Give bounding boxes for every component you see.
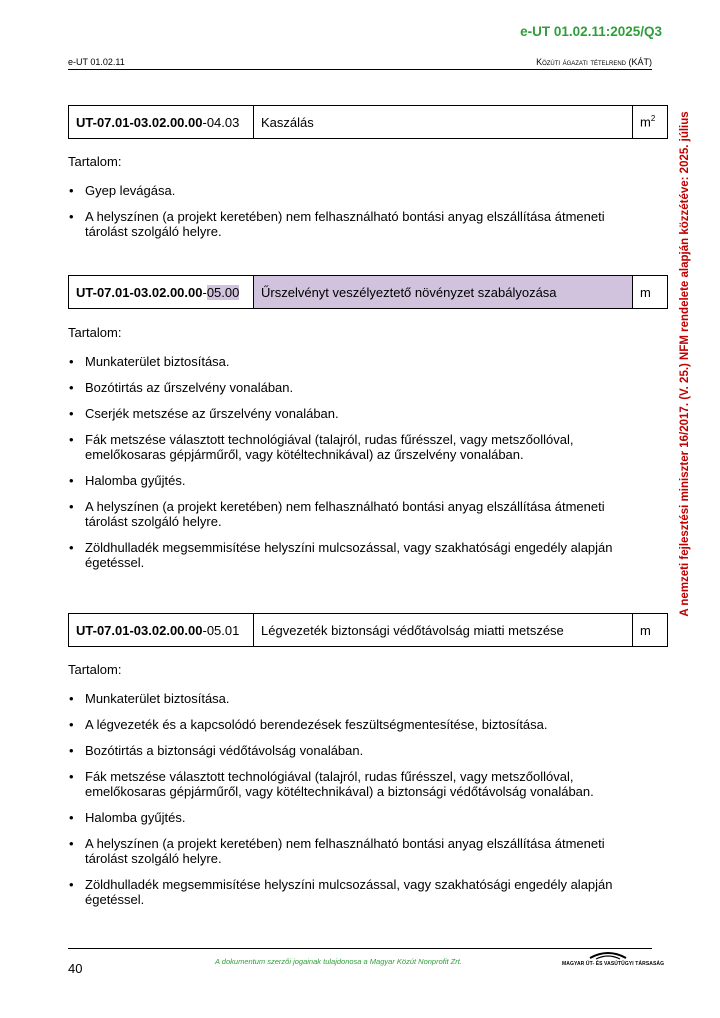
item-table-2 <box>68 275 668 309</box>
list-item: • A légvezeték és a kapcsolódó berendezések feszültségmentesítése, biztosítása. <box>69 717 548 732</box>
item-code: UT-07.01-03.02.00.00-04.03 <box>69 106 254 139</box>
running-header-left: e-UT 01.02.11 <box>68 57 125 67</box>
content-label: Tartalom: <box>68 154 122 169</box>
side-publication-note <box>676 96 694 631</box>
item-code: UT-07.01-03.02.00.00-05.01 <box>69 614 254 647</box>
list-item: • A helyszínen (a projekt keretében) nem felhasználható bontási anyag elszállítása átmeneti tárolást szolgáló helyre. <box>69 209 605 239</box>
item-title: Légvezeték biztonsági védőtávolság miatti metszése <box>254 614 633 647</box>
list-item: • Fák metszése választott technológiával (talajról, rudas fűrésszel, vagy metszőollóval, emelőkosaras gépjárműről, vagy kötéltechnikával) az űrszelvény vonalában. <box>69 432 574 462</box>
content-label: Tartalom: <box>68 325 122 340</box>
copyright-notice: A dokumentum szerzői jogainak tulajdonosa a Magyar Közút Nonprofit Zrt. <box>215 957 462 966</box>
list-item: • Gyep levágása. <box>69 183 176 198</box>
bullet-list <box>68 183 648 239</box>
list-item: • A helyszínen (a projekt keretében) nem felhasználható bontási anyag elszállítása átmeneti tárolást szolgáló helyre. <box>69 499 605 529</box>
page-number: 40 <box>68 961 83 976</box>
list-item: • Halomba gyűjtés. <box>69 473 186 488</box>
running-header <box>68 57 652 70</box>
list-item: • Zöldhulladék megsemmisítése helyszíni mulcsozással, vagy szakhatósági engedély alapján égetéssel. <box>69 540 613 570</box>
item-table-3 <box>68 613 668 647</box>
item-title: Kaszálás <box>254 106 633 139</box>
item-content-3 <box>68 662 648 918</box>
company-logo-text: MAGYAR ÚT- ÉS VASÚTÜGYI TÁRSASÁG <box>562 961 665 967</box>
content-label: Tartalom: <box>68 662 122 677</box>
list-item: • Cserjék metszése az űrszelvény vonalában. <box>69 406 339 421</box>
list-item: • Zöldhulladék megsemmisítése helyszíni mulcsozással, vagy szakhatósági engedély alapján égetéssel. <box>69 877 613 907</box>
document-id: e-UT 01.02.11:2025/Q3 <box>520 24 662 39</box>
bullet-list <box>68 354 648 570</box>
item-unit: $m^2$ <box>633 106 668 139</box>
item-unit: m <box>633 614 668 647</box>
list-item: • Bozótirtás a biztonsági védőtávolság vonalában. <box>69 743 364 758</box>
item-table-1 <box>68 105 668 139</box>
item-unit: m <box>633 276 668 309</box>
running-header-right: Közúti ágazati tételrend (KÁT) <box>536 57 652 67</box>
list-item: • Fák metszése választott technológiával (talajról, rudas fűrésszel, vagy metszőollóval, emelőkosaras gépjárműről, vagy kötéltechnikával) a biztonsági védőtávolság vonalában. <box>69 769 594 799</box>
side-publication-note-text: A nemzeti fejlesztési miniszter 16/2017. (V. 25.) NFM rendelete alapján közzétéve: 2025. július <box>679 110 691 617</box>
list-item: • Munkaterület biztosítása. <box>69 354 230 369</box>
bullet-list <box>68 691 648 907</box>
item-title: Űrszelvényt veszélyeztető növényzet szabályozása <box>254 276 633 309</box>
item-code: UT-07.01-03.02.00.00-05.00 <box>69 276 254 309</box>
item-content-2 <box>68 325 648 581</box>
list-item: • Bozótirtás az űrszelvény vonalában. <box>69 380 294 395</box>
list-item: • Halomba gyűjtés. <box>69 810 186 825</box>
list-item: • Munkaterület biztosítása. <box>69 691 230 706</box>
list-item: • A helyszínen (a projekt keretében) nem felhasználható bontási anyag elszállítása átmeneti tárolást szolgáló helyre. <box>69 836 605 866</box>
item-content-1 <box>68 154 648 250</box>
footer-divider <box>68 948 652 949</box>
